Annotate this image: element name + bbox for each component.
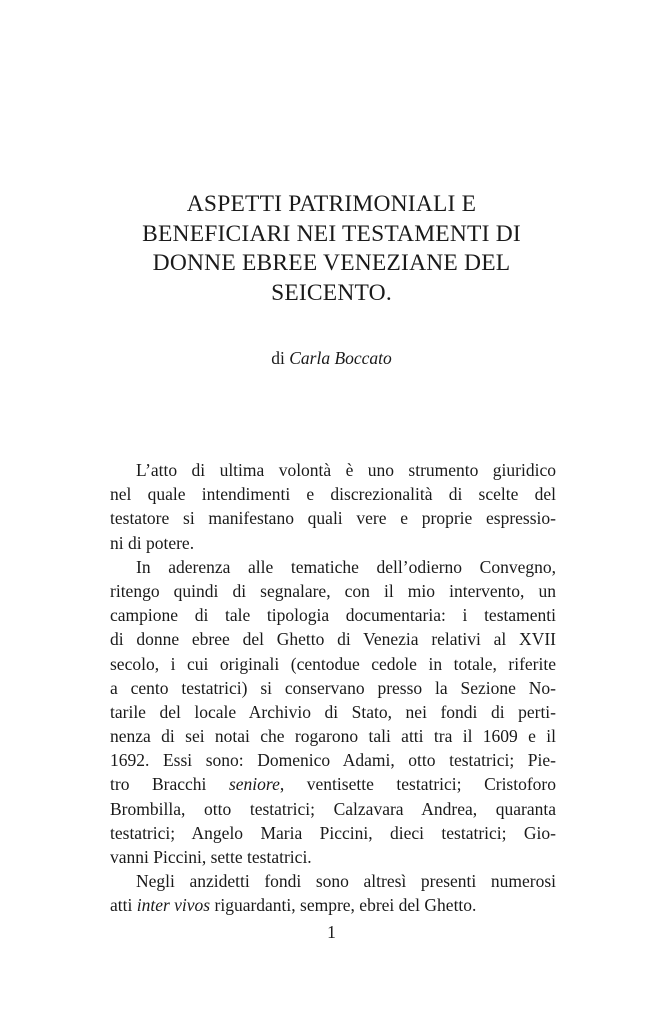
text-line: ritengo quindi di segnalare, con il mio intervento, un (110, 580, 556, 601)
text-line: nenza di sei notai che rogarono tali atti tra il 1609 e il (110, 726, 556, 747)
text-line: Brombilla, otto testatrici; Calzavara Andrea, quaranta (110, 798, 556, 819)
page-number: 1 (327, 922, 336, 942)
text-line: In aderenza alle tematiche dell’odierno Convegno, (136, 556, 556, 577)
text-run: atti (110, 895, 133, 916)
text-run: , ventisette testatrici; Cristoforo (279, 774, 557, 795)
title-line: DONNE EBREE VENEZIANE DEL (152, 250, 511, 276)
text-line: campione di tale tipologia documentaria: i testamenti (110, 605, 556, 626)
text-line (110, 772, 556, 796)
paragraph (110, 458, 556, 555)
text-line: L’atto di ultima volontà è uno strumento giuridico (136, 460, 556, 480)
author-name: Carla Boccato (289, 348, 392, 368)
text-line (110, 893, 556, 917)
text-line: a cento testatrici) si conservano presso la Sezione No- (110, 677, 556, 698)
title-line: BENEFICIARI NEI TESTAMENTI DI (142, 220, 521, 247)
title-line: SEICENTO. (271, 279, 392, 306)
author-prefix: di (271, 348, 285, 368)
italic-term: inter vivos (136, 895, 211, 916)
text-run: tro Bracchi (110, 774, 207, 795)
text-line: testatrici; Angelo Maria Piccini, dieci testatrici; Gio- (110, 822, 556, 843)
title-line: ASPETTI PATRIMONIALI E (186, 191, 477, 217)
text-line: ni di potere. (110, 532, 195, 553)
text-line: di donne ebree del Ghetto di Venezia relativi al XVII (110, 629, 556, 650)
paragraph (110, 869, 556, 917)
text-line: 1692. Essi sono: Domenico Adami, otto testatrici; Pie- (110, 750, 556, 771)
text-line: testatore si manifestano quali vere e proprie espressio- (110, 508, 556, 529)
paragraph (110, 555, 556, 869)
text-line: nel quale intendimenti e discrezionalità di scelte del (110, 484, 556, 505)
text-run: riguardanti, sempre, ebrei del Ghetto. (214, 895, 477, 916)
text-line: Negli anzidetti fondi sono altresì presenti numerosi (136, 871, 556, 892)
text-line: secolo, i cui originali (centodue cedole in totale, riferite (110, 653, 556, 674)
author-byline (0, 346, 663, 370)
italic-term: seniore (228, 774, 280, 795)
article-title (0, 190, 663, 308)
text-line: vanni Piccini, sette testatrici. (110, 847, 312, 867)
text-line: tarile del locale Archivio di Stato, nei fondi di perti- (110, 701, 556, 722)
article-body (110, 458, 556, 918)
